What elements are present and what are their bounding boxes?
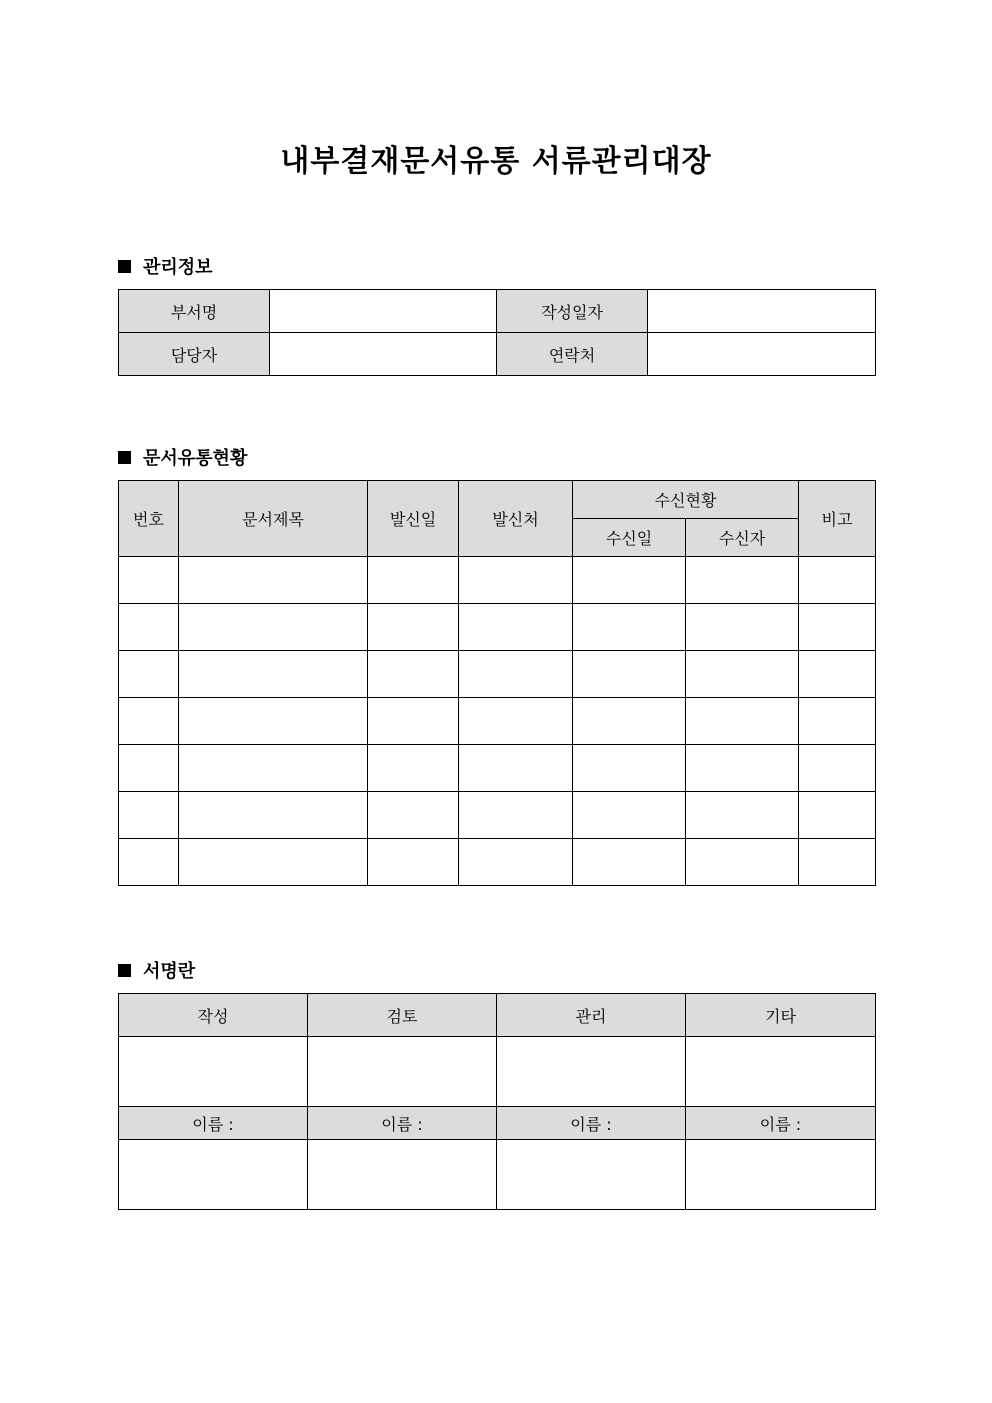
sign-box-write[interactable]	[119, 1037, 308, 1107]
table-row	[119, 604, 876, 651]
square-bullet-icon	[118, 451, 131, 464]
sign-box2-write[interactable]	[119, 1140, 308, 1210]
cell-remarks[interactable]	[799, 698, 876, 745]
cell-no[interactable]	[119, 557, 179, 604]
cell-receive-date[interactable]	[573, 604, 686, 651]
cell-sender[interactable]	[459, 604, 573, 651]
cell-no[interactable]	[119, 604, 179, 651]
cell-sender[interactable]	[459, 792, 573, 839]
dept-field[interactable]	[270, 290, 497, 333]
header-no: 번호	[119, 481, 179, 557]
cell-sender[interactable]	[459, 557, 573, 604]
cell-no[interactable]	[119, 792, 179, 839]
section-title-info-label: 관리정보	[143, 257, 213, 278]
cell-no[interactable]	[119, 839, 179, 886]
sign-header-write: 작성	[119, 994, 308, 1037]
cell-remarks[interactable]	[799, 604, 876, 651]
cell-sender[interactable]	[459, 698, 573, 745]
cell-doc-title[interactable]	[179, 745, 368, 792]
manager-label: 담당자	[119, 333, 270, 376]
section-title-flow	[118, 444, 247, 470]
cell-remarks[interactable]	[799, 745, 876, 792]
cell-no[interactable]	[119, 651, 179, 698]
sign-box-review[interactable]	[308, 1037, 497, 1107]
header-doc-title: 문서제목	[179, 481, 368, 557]
cell-doc-title[interactable]	[179, 698, 368, 745]
section-title-flow-label: 문서유통현황	[143, 448, 248, 469]
manager-field[interactable]	[270, 333, 497, 376]
cell-receive-date[interactable]	[573, 651, 686, 698]
info-row	[119, 333, 876, 376]
sign-name-manage: 이름 :	[497, 1107, 686, 1140]
cell-doc-title[interactable]	[179, 792, 368, 839]
square-bullet-icon	[118, 964, 131, 977]
cell-no[interactable]	[119, 745, 179, 792]
sign-name-row	[119, 1107, 876, 1140]
page-title: 내부결재문서유통 서류관리대장	[280, 144, 712, 179]
sign-table	[118, 993, 876, 1210]
cell-doc-title[interactable]	[179, 604, 368, 651]
cell-send-date[interactable]	[368, 839, 459, 886]
table-row	[119, 557, 876, 604]
sign-name-write: 이름 :	[119, 1107, 308, 1140]
cell-receiver[interactable]	[686, 745, 799, 792]
cell-receiver[interactable]	[686, 839, 799, 886]
cell-remarks[interactable]	[799, 839, 876, 886]
sign-header-review: 검토	[308, 994, 497, 1037]
header-sender: 발신처	[459, 481, 573, 557]
sign-box-row	[119, 1037, 876, 1107]
cell-receiver[interactable]	[686, 604, 799, 651]
info-row	[119, 290, 876, 333]
sign-box-other[interactable]	[686, 1037, 876, 1107]
cell-doc-title[interactable]	[179, 839, 368, 886]
cell-doc-title[interactable]	[179, 651, 368, 698]
cell-receive-date[interactable]	[573, 698, 686, 745]
sign-box2-other[interactable]	[686, 1140, 876, 1210]
cell-send-date[interactable]	[368, 792, 459, 839]
contact-label: 연락처	[497, 333, 648, 376]
flow-header-row	[119, 481, 876, 519]
table-row	[119, 745, 876, 792]
sign-box2-manage[interactable]	[497, 1140, 686, 1210]
table-row	[119, 839, 876, 886]
cell-send-date[interactable]	[368, 604, 459, 651]
sign-name-review: 이름 :	[308, 1107, 497, 1140]
sign-header-row	[119, 994, 876, 1037]
cell-send-date[interactable]	[368, 651, 459, 698]
table-row	[119, 651, 876, 698]
info-table	[118, 289, 876, 376]
contact-field[interactable]	[648, 333, 876, 376]
cell-receiver[interactable]	[686, 698, 799, 745]
cell-sender[interactable]	[459, 745, 573, 792]
date-label: 작성일자	[497, 290, 648, 333]
table-row	[119, 698, 876, 745]
cell-receiver[interactable]	[686, 651, 799, 698]
cell-sender[interactable]	[459, 651, 573, 698]
section-title-info	[118, 253, 213, 279]
cell-receiver[interactable]	[686, 792, 799, 839]
cell-send-date[interactable]	[368, 698, 459, 745]
cell-receive-date[interactable]	[573, 792, 686, 839]
cell-remarks[interactable]	[799, 557, 876, 604]
sign-header-other: 기타	[686, 994, 876, 1037]
cell-remarks[interactable]	[799, 792, 876, 839]
sign-name-other: 이름 :	[686, 1107, 876, 1140]
cell-send-date[interactable]	[368, 557, 459, 604]
square-bullet-icon	[118, 260, 131, 273]
cell-receive-date[interactable]	[573, 745, 686, 792]
table-row	[119, 792, 876, 839]
dept-label: 부서명	[119, 290, 270, 333]
header-receiver: 수신자	[686, 519, 799, 557]
header-send-date: 발신일	[368, 481, 459, 557]
flow-table	[118, 480, 876, 886]
section-title-sign-label: 서명란	[143, 961, 196, 982]
sign-box-row	[119, 1140, 876, 1210]
cell-remarks[interactable]	[799, 651, 876, 698]
section-title-sign	[118, 957, 195, 983]
header-receive-status: 수신현황	[573, 481, 799, 519]
flow-body	[119, 557, 876, 886]
cell-receiver[interactable]	[686, 557, 799, 604]
sign-box2-review[interactable]	[308, 1140, 497, 1210]
sign-header-manage: 관리	[497, 994, 686, 1037]
cell-receive-date[interactable]	[573, 557, 686, 604]
header-receive-date: 수신일	[573, 519, 686, 557]
date-field[interactable]	[648, 290, 876, 333]
cell-doc-title[interactable]	[179, 557, 368, 604]
sign-box-manage[interactable]	[497, 1037, 686, 1107]
cell-sender[interactable]	[459, 839, 573, 886]
header-remarks: 비고	[799, 481, 876, 557]
cell-receive-date[interactable]	[573, 839, 686, 886]
cell-no[interactable]	[119, 698, 179, 745]
cell-send-date[interactable]	[368, 745, 459, 792]
